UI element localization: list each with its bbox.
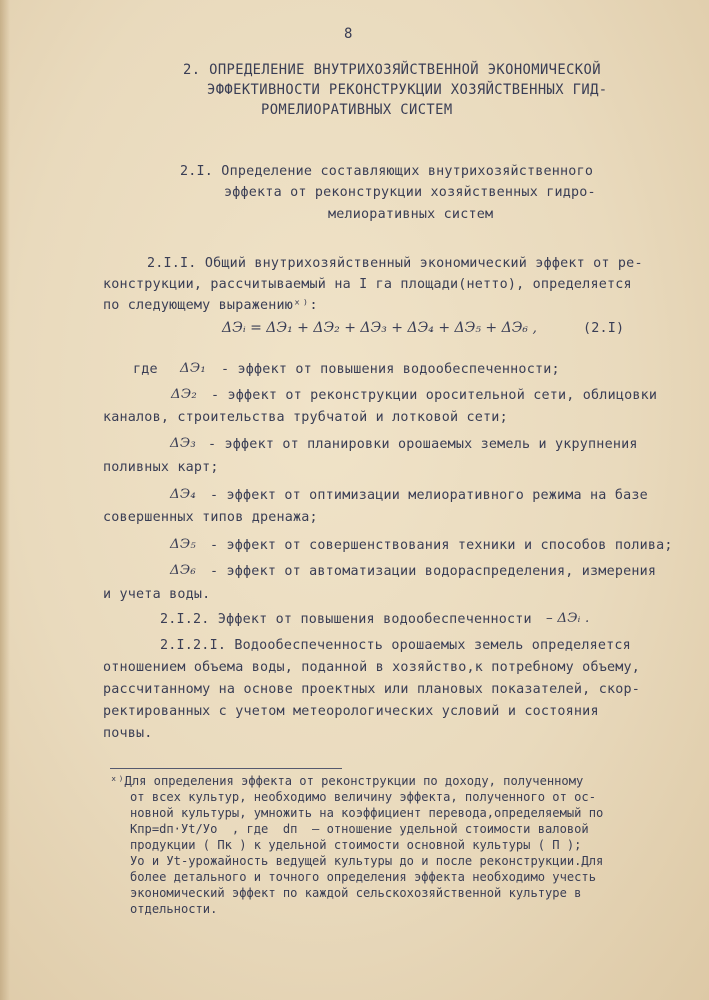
def-3-symbol: ΔЭ₃ [170, 436, 196, 451]
footnote-line-6: Уо и Уt-урожайность ведущей культуры до и после реконструкции.Для [130, 854, 604, 868]
def-2-continuation: каналов, строительства трубчатой и лотковой сети; [103, 410, 508, 425]
def-2-symbol: ΔЭ₂ [171, 387, 197, 402]
footnote-line-8: экономический эффект по каждой сельскохозяйственной культуре в [130, 886, 582, 900]
footnote-line-9: отдельности. [130, 902, 218, 916]
para-212-symbol: – ΔЭᵢ . [546, 611, 590, 626]
def-4-symbol: ΔЭ₄ [170, 487, 196, 502]
def-1-symbol: ΔЭ₁ [180, 361, 206, 376]
subheading-line-1: 2.I. Определение составляющих внутрихозяйственного [180, 164, 594, 179]
para-2121-line-2: отношением объема воды, поданной в хозяйство,к потребному объему, [103, 660, 641, 675]
para-2121-line-5: почвы. [103, 726, 153, 741]
def-4-continuation: совершенных типов дренажа; [103, 510, 318, 525]
heading-line-3: РОМЕЛИОРАТИВНЫХ СИСТЕМ [261, 102, 453, 118]
def-6-continuation: и учета воды. [103, 587, 211, 602]
footnote-line-5: продукции ( Пк ) к удельной стоимости основной культуры ( П ); [130, 838, 582, 852]
def-3-text: - эффект от планировки орошаемых земель и укрупнения [208, 437, 638, 452]
subheading-line-2: эффекта от реконструкции хозяйственных гидро- [224, 185, 596, 200]
formula-2-1: ΔЭᵢ = ΔЭ₁ + ΔЭ₂ + ΔЭ₃ + ΔЭ₄ + ΔЭ₅ + ΔЭ₆ , [222, 320, 537, 336]
heading-line-1: 2. ОПРЕДЕЛЕНИЕ ВНУТРИХОЗЯЙСТВЕННОЙ ЭКОНОМИЧЕСКОЙ [183, 62, 601, 78]
footnote-line-1: ˣ⁾Для определения эффекта от реконструкции по доходу, полученному [110, 774, 584, 788]
page-number: 8 [344, 26, 353, 42]
para-211-line-1: 2.I.I. Общий внутрихозяйственный экономический эффект от ре- [147, 256, 643, 271]
footnote-line-2: от всех культур, необходимо величину эффекта, полученного от ос- [130, 790, 596, 804]
footnote-line-7: более детального и точного определения эффекта необходимо учесть [130, 870, 596, 884]
footnote-line-4: Кпр=dп·Уt/Уо , где dп – отношение удельной стоимости валовой [130, 822, 589, 836]
def-1-text: - эффект от повышения водообеспеченности; [221, 362, 560, 377]
para-2121-line-3: рассчитанному на основе проектных или плановых показателей, скор- [103, 682, 641, 697]
footnote-line-3: новной культуры, умножить на коэффициент перевода,определяемый по [130, 806, 604, 820]
para-211-line-3: по следующему выражениюˣ⁾: [103, 298, 318, 313]
footnote-separator [110, 768, 342, 769]
para-2121-line-1: 2.I.2.I. Водообеспеченность орошаемых земель определяется [160, 638, 631, 653]
def-6-symbol: ΔЭ₆ [170, 563, 196, 578]
page-edge-shadow [0, 0, 10, 1000]
def-4-text: - эффект от оптимизации мелиоративного режима на базе [210, 488, 648, 503]
subheading-line-3: мелиоративных систем [328, 207, 494, 222]
def-6-text: - эффект от автоматизации водораспределения, измерения [210, 564, 657, 579]
where-label: где [133, 362, 158, 377]
def-5-symbol: ΔЭ₅ [170, 537, 196, 552]
para-211-line-2: конструкции, рассчитываемый на I га площади(нетто), определяется [103, 277, 632, 292]
def-3-continuation: поливных карт; [103, 460, 219, 475]
formula-number: (2.I) [583, 321, 625, 336]
def-2-text: - эффект от реконструкции оросительной сети, облицовки [211, 388, 658, 403]
para-2121-line-4: ректированных с учетом метеорологических условий и состояния [103, 704, 599, 719]
def-5-text: - эффект от совершенствования техники и способов полива; [210, 538, 673, 553]
heading-line-2: ЭФФЕКТИВНОСТИ РЕКОНСТРУКЦИИ ХОЗЯЙСТВЕННЫХ ГИД- [207, 82, 608, 98]
para-212-text: 2.I.2. Эффект от повышения водообеспеченности [160, 612, 532, 627]
